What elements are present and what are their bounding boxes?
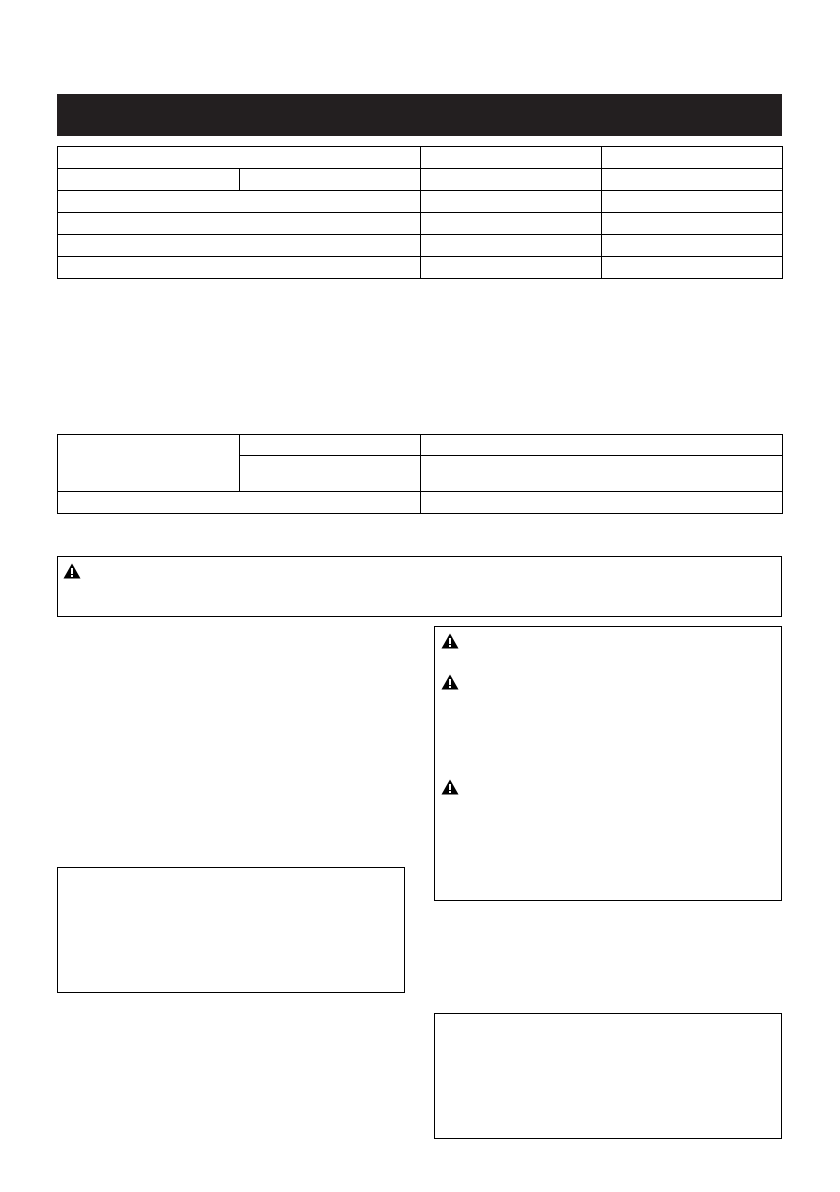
table-cell	[421, 235, 602, 257]
table-cell	[421, 456, 783, 492]
warning-box-wide	[57, 556, 782, 617]
table-cell	[421, 435, 783, 456]
table-cell	[240, 456, 421, 492]
table-cell	[602, 191, 783, 213]
table-row	[58, 213, 783, 235]
table-cell	[240, 435, 421, 456]
table-row	[58, 492, 783, 514]
table-cell	[421, 257, 602, 279]
table-cell	[421, 492, 783, 514]
table-cell	[602, 147, 783, 169]
table-cell	[602, 235, 783, 257]
table-cell	[58, 147, 421, 169]
table-cell	[58, 191, 421, 213]
table-cell	[58, 235, 421, 257]
note-box-right-bottom	[434, 1013, 782, 1139]
table-cell	[58, 169, 240, 191]
table-cell	[602, 213, 783, 235]
table-cell	[58, 435, 240, 492]
table-cell	[240, 169, 421, 191]
secondary-table	[57, 434, 783, 514]
warning-icon	[441, 633, 459, 649]
warning-box-right	[434, 626, 782, 901]
table-cell	[58, 213, 421, 235]
table-row	[58, 435, 783, 456]
table-cell	[58, 492, 421, 514]
table-cell	[602, 257, 783, 279]
warning-icon	[441, 674, 459, 690]
warning-icon	[441, 779, 459, 795]
table-row	[58, 257, 783, 279]
table-cell	[421, 191, 602, 213]
table-cell	[421, 147, 602, 169]
table-cell	[421, 169, 602, 191]
table-cell	[421, 213, 602, 235]
table-cell	[602, 169, 783, 191]
warning-icon	[63, 563, 81, 579]
note-box-left	[57, 867, 405, 993]
table-row	[58, 169, 783, 191]
table-row	[58, 147, 783, 169]
table-cell	[58, 257, 421, 279]
section-title-bar	[57, 94, 782, 136]
specifications-table	[57, 146, 783, 279]
table-row	[58, 235, 783, 257]
table-row	[58, 191, 783, 213]
